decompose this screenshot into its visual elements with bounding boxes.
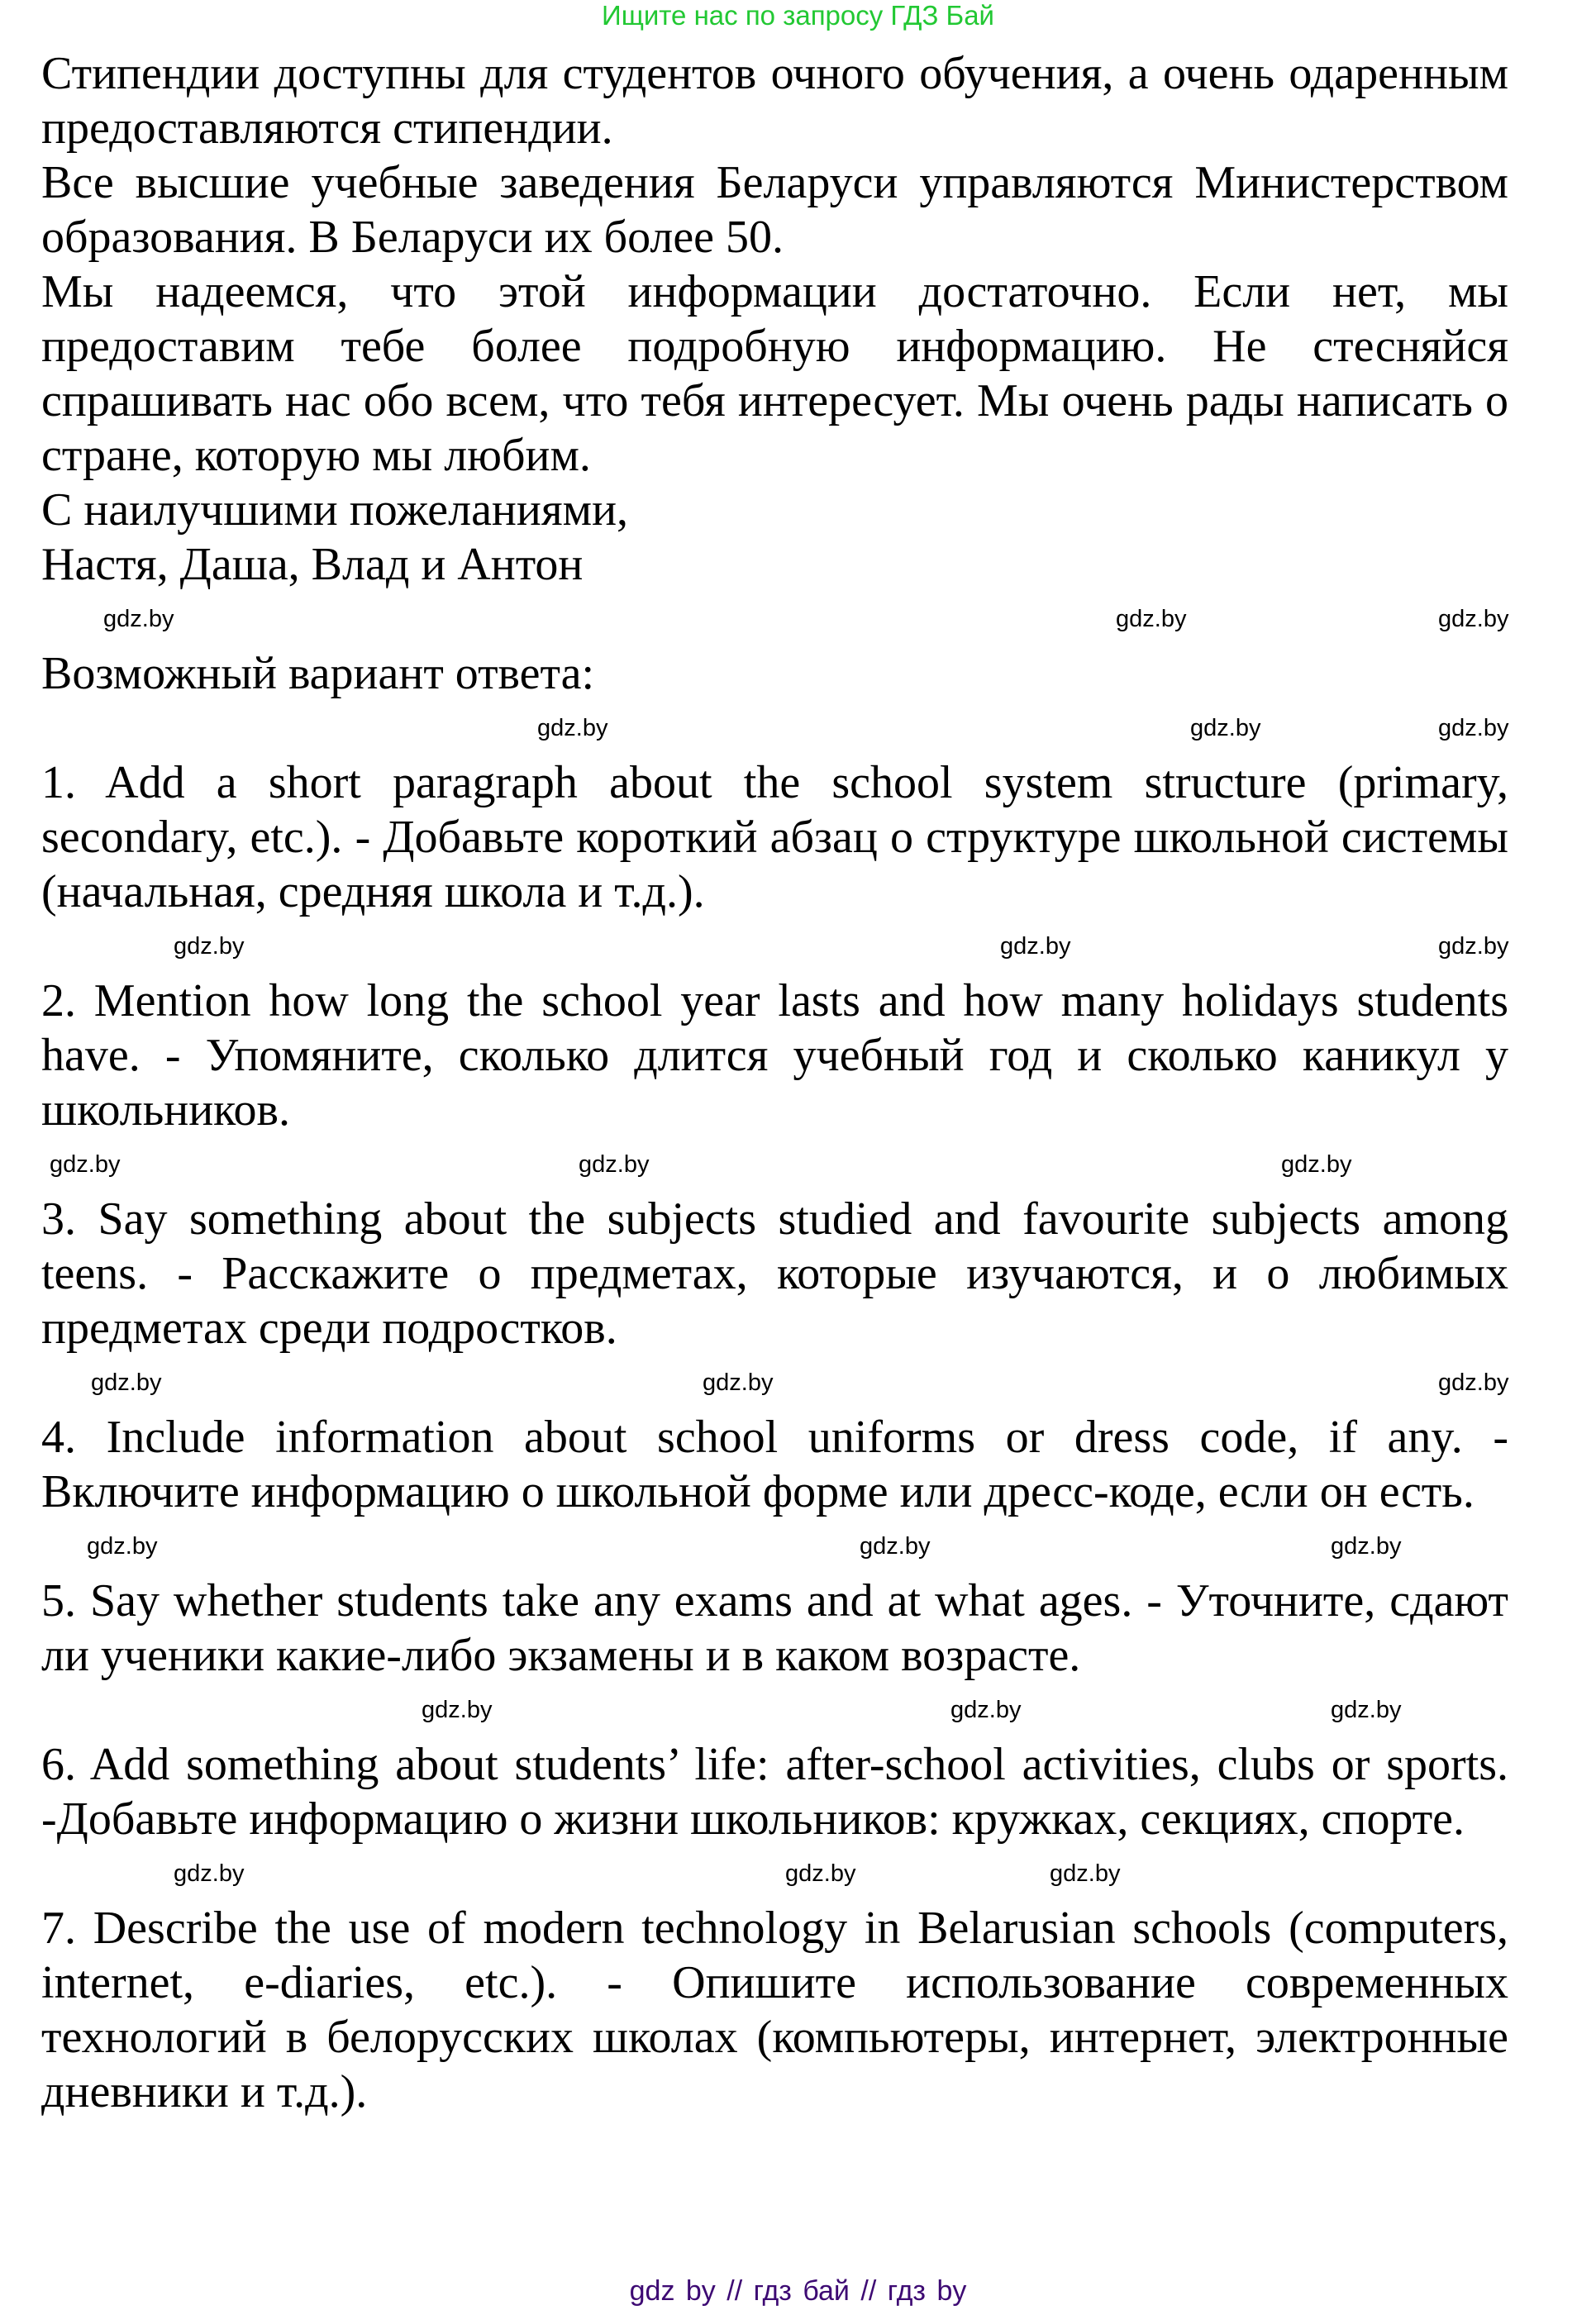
section-heading: Возможный вариант ответа: <box>41 648 595 699</box>
watermark: gdz.by <box>174 933 245 960</box>
list-item: 5. Say whether students take any exams and at what ages. - Уточните, сдают ли ученики какие-либо экзамены и в каком возрасте. <box>41 1575 1508 1681</box>
watermark: gdz.by <box>860 1533 931 1560</box>
watermark: gdz.by <box>537 715 608 741</box>
paragraph: Все высшие учебные заведения Беларуси управляются Министерством образования. В Беларуси их более 50. <box>41 157 1508 263</box>
spacer <box>41 701 1508 755</box>
watermark: gdz.by <box>1438 715 1509 741</box>
watermark: gdz.by <box>174 1860 245 1887</box>
watermark: gdz.by <box>579 1151 650 1178</box>
spacer <box>41 1137 1508 1192</box>
watermark: gdz.by <box>91 1369 162 1396</box>
spacer <box>41 1683 1508 1737</box>
paragraph: Стипендии доступны для студентов очного обучения, а очень одаренным предоставляются стипендии. <box>41 48 1508 154</box>
watermark: gdz.by <box>103 606 174 632</box>
watermark: gdz.by <box>87 1533 158 1560</box>
paragraph: Мы надеемся, что этой информации достаточно. Если нет, мы предоставим тебе более подробную информацию. Не стесняйся спрашивать нас обо всем, что тебя интересует. Мы очень рады написать о стране, которую мы любим. <box>41 266 1508 481</box>
watermark: gdz.by <box>950 1697 1022 1723</box>
signature: Настя, Даша, Влад и Антон <box>41 539 584 590</box>
list-item: 3. Say something about the subjects studied and favourite subjects among teens. - Расскажите о предметах, которые изучаются, и о любимых предметах среди подростков. <box>41 1193 1508 1354</box>
spacer <box>41 1355 1508 1410</box>
list-item: 6. Add something about students’ life: after-school activities, clubs or sports. -Добавьте информацию о жизни школьников: кружках, секциях, спорте. <box>41 1739 1508 1845</box>
watermark: gdz.by <box>422 1697 493 1723</box>
watermark: gdz.by <box>1438 1369 1509 1396</box>
search-banner: Ищите нас по запросу ГДЗ Бай <box>602 0 994 31</box>
watermark: gdz.by <box>703 1369 774 1396</box>
watermark: gdz.by <box>1438 606 1509 632</box>
watermark: gdz.by <box>785 1860 856 1887</box>
watermark: gdz.by <box>1050 1860 1121 1887</box>
spacer <box>41 1846 1508 1901</box>
watermark: gdz.by <box>1281 1151 1352 1178</box>
spacer <box>41 1519 1508 1574</box>
list-item: 4. Include information about school uniforms or dress code, if any. - Включите информацию о школьной форме или дресс-коде, если он есть. <box>41 1412 1508 1517</box>
watermark: gdz.by <box>50 1151 121 1178</box>
document-body <box>41 46 1508 2119</box>
list-item: 2. Mention how long the school year lasts and how many holidays students have. - Упомяните, сколько длится учебный год и сколько каникул у школьников. <box>41 975 1508 1136</box>
spacer <box>41 592 1508 646</box>
watermark: gdz.by <box>1190 715 1261 741</box>
list-item: 7. Describe the use of modern technology in Belarusian schools (computers, internet, e-diaries, etc.). - Опишите использование современных технологий в белорусских школах (компьютеры, интернет, электронные дневники и т.д.). <box>41 1903 1508 2117</box>
watermark: gdz.by <box>1331 1533 1402 1560</box>
footer-links: gdz by // гдз бай // гдз by <box>629 2275 967 2307</box>
watermark: gdz.by <box>1331 1697 1402 1723</box>
watermark: gdz.by <box>1438 933 1509 960</box>
spacer <box>41 919 1508 974</box>
closing: С наилучшими пожеланиями, <box>41 484 629 536</box>
list-item: 1. Add a short paragraph about the school system structure (primary, secondary, etc.). - Добавьте короткий абзац о структуре школьной системы (начальная, средняя школа и т.д.). <box>41 757 1508 917</box>
watermark: gdz.by <box>1000 933 1071 960</box>
watermark: gdz.by <box>1116 606 1187 632</box>
